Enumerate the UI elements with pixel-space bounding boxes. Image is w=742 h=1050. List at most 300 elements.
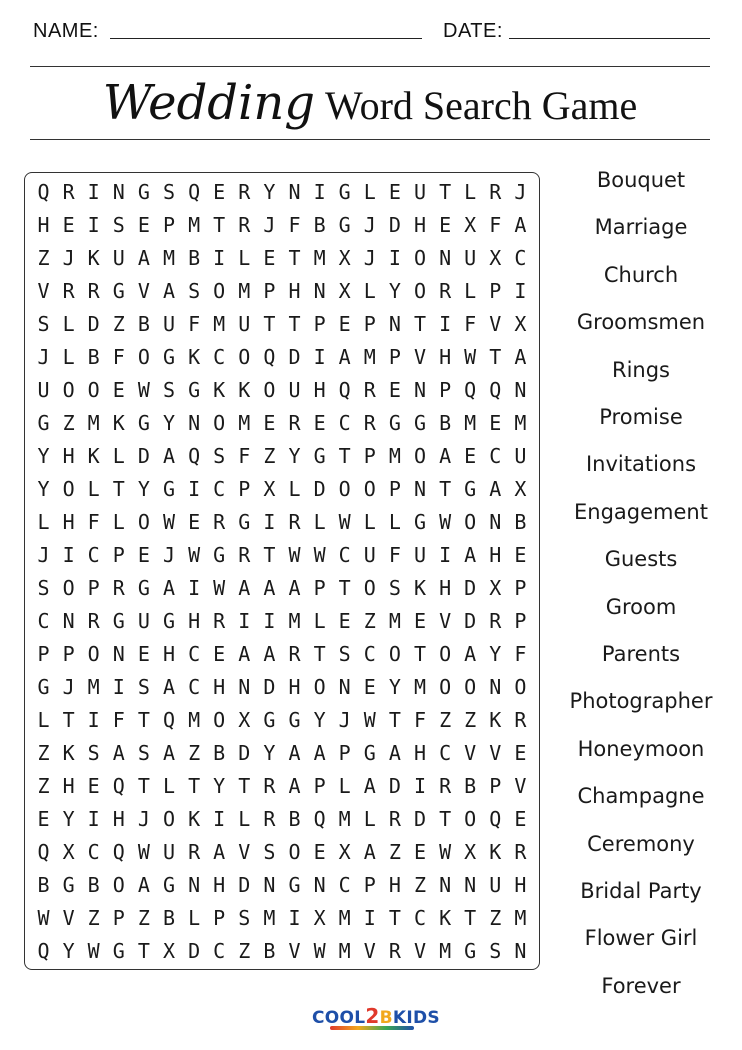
- grid-cell[interactable]: R: [363, 411, 376, 435]
- grid-cell[interactable]: N: [313, 279, 326, 303]
- grid-cell[interactable]: U: [489, 873, 502, 897]
- grid-cell[interactable]: N: [112, 180, 125, 204]
- grid-cell[interactable]: A: [288, 741, 301, 765]
- grid-cell[interactable]: Q: [464, 378, 477, 402]
- grid-cell[interactable]: O: [137, 510, 150, 534]
- grid-cell[interactable]: U: [413, 543, 427, 567]
- grid-cell[interactable]: P: [87, 576, 100, 600]
- grid-cell[interactable]: G: [37, 675, 50, 699]
- grid-cell[interactable]: A: [338, 345, 351, 369]
- grid-cell[interactable]: R: [263, 774, 276, 798]
- grid-cell[interactable]: C: [439, 741, 452, 765]
- grid-cell[interactable]: P: [238, 477, 251, 501]
- grid-cell[interactable]: T: [413, 312, 427, 336]
- grid-cell[interactable]: N: [489, 675, 502, 699]
- grid-cell[interactable]: T: [439, 477, 452, 501]
- grid-cell[interactable]: G: [413, 411, 427, 435]
- grid-cell[interactable]: Y: [263, 180, 276, 204]
- grid-cell[interactable]: X: [489, 576, 502, 600]
- grid-cell[interactable]: A: [162, 675, 176, 699]
- grid-cell[interactable]: R: [213, 609, 226, 633]
- grid-cell[interactable]: G: [464, 939, 477, 963]
- grid-cell[interactable]: F: [514, 642, 527, 666]
- grid-cell[interactable]: B: [162, 906, 176, 930]
- grid-cell[interactable]: I: [263, 510, 276, 534]
- grid-cell[interactable]: E: [188, 510, 201, 534]
- grid-cell[interactable]: P: [213, 906, 226, 930]
- grid-cell[interactable]: L: [188, 906, 201, 930]
- grid-cell[interactable]: N: [288, 180, 301, 204]
- grid-cell[interactable]: X: [238, 708, 251, 732]
- grid-cell[interactable]: L: [313, 609, 326, 633]
- grid-cell[interactable]: O: [162, 807, 176, 831]
- grid-cell[interactable]: H: [439, 576, 452, 600]
- grid-cell[interactable]: X: [338, 246, 351, 270]
- grid-cell[interactable]: H: [413, 741, 427, 765]
- grid-cell[interactable]: K: [489, 840, 502, 864]
- grid-cell[interactable]: N: [388, 312, 401, 336]
- grid-cell[interactable]: P: [62, 642, 75, 666]
- grid-cell[interactable]: L: [363, 807, 376, 831]
- grid-cell[interactable]: Y: [288, 444, 301, 468]
- grid-cell[interactable]: C: [87, 543, 100, 567]
- grid-cell[interactable]: M: [87, 675, 100, 699]
- grid-cell[interactable]: W: [213, 576, 226, 600]
- grid-cell[interactable]: A: [238, 642, 251, 666]
- grid-cell[interactable]: E: [213, 180, 226, 204]
- grid-cell[interactable]: E: [263, 411, 276, 435]
- grid-cell[interactable]: E: [464, 444, 477, 468]
- grid-cell[interactable]: Z: [37, 741, 50, 765]
- grid-cell[interactable]: M: [263, 906, 276, 930]
- grid-cell[interactable]: C: [213, 345, 226, 369]
- grid-cell[interactable]: T: [263, 312, 276, 336]
- grid-cell[interactable]: N: [263, 873, 276, 897]
- grid-cell[interactable]: P: [37, 642, 50, 666]
- grid-cell[interactable]: R: [188, 840, 201, 864]
- grid-cell[interactable]: D: [288, 345, 301, 369]
- grid-cell[interactable]: K: [112, 411, 125, 435]
- grid-cell[interactable]: C: [338, 411, 351, 435]
- grid-cell[interactable]: C: [213, 477, 226, 501]
- grid-cell[interactable]: D: [464, 576, 477, 600]
- grid-cell[interactable]: R: [489, 609, 502, 633]
- grid-cell[interactable]: H: [37, 213, 50, 237]
- grid-cell[interactable]: A: [363, 774, 376, 798]
- date-field-line[interactable]: [509, 38, 710, 39]
- grid-cell[interactable]: D: [188, 939, 201, 963]
- grid-cell[interactable]: E: [37, 807, 50, 831]
- grid-cell[interactable]: Y: [388, 279, 401, 303]
- grid-cell[interactable]: Z: [188, 741, 201, 765]
- grid-cell[interactable]: T: [388, 708, 401, 732]
- grid-cell[interactable]: A: [439, 444, 452, 468]
- grid-cell[interactable]: T: [439, 807, 452, 831]
- grid-cell[interactable]: L: [464, 180, 477, 204]
- grid-cell[interactable]: N: [313, 873, 326, 897]
- grid-cell[interactable]: T: [439, 180, 452, 204]
- grid-cell[interactable]: A: [162, 444, 176, 468]
- grid-cell[interactable]: K: [439, 906, 452, 930]
- grid-cell[interactable]: I: [514, 279, 527, 303]
- grid-cell[interactable]: U: [288, 378, 301, 402]
- grid-cell[interactable]: E: [263, 246, 276, 270]
- grid-cell[interactable]: G: [137, 180, 150, 204]
- grid-cell[interactable]: C: [489, 444, 502, 468]
- grid-cell[interactable]: R: [87, 609, 100, 633]
- grid-cell[interactable]: U: [413, 180, 427, 204]
- grid-cell[interactable]: O: [213, 411, 226, 435]
- grid-cell[interactable]: L: [37, 708, 50, 732]
- grid-cell[interactable]: B: [288, 807, 301, 831]
- grid-cell[interactable]: K: [188, 807, 201, 831]
- grid-cell[interactable]: Q: [188, 180, 201, 204]
- grid-cell[interactable]: T: [112, 477, 125, 501]
- grid-cell[interactable]: M: [514, 906, 527, 930]
- grid-cell[interactable]: F: [87, 510, 100, 534]
- grid-cell[interactable]: I: [263, 609, 276, 633]
- grid-cell[interactable]: L: [363, 180, 376, 204]
- grid-cell[interactable]: B: [439, 411, 452, 435]
- grid-cell[interactable]: F: [388, 543, 401, 567]
- grid-cell[interactable]: T: [62, 708, 75, 732]
- grid-cell[interactable]: T: [413, 642, 427, 666]
- grid-cell[interactable]: G: [137, 576, 150, 600]
- grid-cell[interactable]: R: [439, 774, 452, 798]
- grid-cell[interactable]: Y: [62, 939, 75, 963]
- grid-cell[interactable]: D: [313, 477, 326, 501]
- grid-cell[interactable]: W: [439, 510, 452, 534]
- grid-cell[interactable]: R: [439, 279, 452, 303]
- grid-cell[interactable]: W: [313, 939, 326, 963]
- grid-cell[interactable]: V: [137, 279, 150, 303]
- grid-cell[interactable]: T: [338, 444, 351, 468]
- grid-cell[interactable]: O: [62, 576, 75, 600]
- grid-cell[interactable]: Y: [37, 477, 50, 501]
- grid-cell[interactable]: G: [137, 411, 150, 435]
- grid-cell[interactable]: B: [87, 873, 100, 897]
- grid-cell[interactable]: E: [62, 213, 75, 237]
- grid-cell[interactable]: K: [213, 378, 226, 402]
- grid-cell[interactable]: N: [238, 675, 251, 699]
- grid-cell[interactable]: S: [87, 741, 100, 765]
- grid-cell[interactable]: N: [514, 939, 527, 963]
- grid-cell[interactable]: Y: [62, 807, 75, 831]
- grid-cell[interactable]: X: [464, 213, 477, 237]
- grid-cell[interactable]: Q: [313, 807, 326, 831]
- grid-cell[interactable]: M: [338, 939, 351, 963]
- grid-cell[interactable]: H: [439, 345, 452, 369]
- grid-cell[interactable]: O: [388, 642, 401, 666]
- grid-cell[interactable]: M: [388, 609, 401, 633]
- grid-cell[interactable]: I: [112, 675, 125, 699]
- grid-cell[interactable]: Q: [489, 807, 502, 831]
- grid-cell[interactable]: Y: [388, 675, 401, 699]
- grid-cell[interactable]: T: [213, 213, 226, 237]
- grid-cell[interactable]: W: [137, 378, 150, 402]
- grid-cell[interactable]: P: [514, 576, 527, 600]
- grid-cell[interactable]: H: [62, 444, 75, 468]
- grid-cell[interactable]: Y: [313, 708, 326, 732]
- grid-cell[interactable]: R: [514, 708, 527, 732]
- grid-cell[interactable]: G: [388, 411, 401, 435]
- grid-cell[interactable]: Z: [489, 906, 502, 930]
- grid-cell[interactable]: P: [363, 873, 376, 897]
- grid-cell[interactable]: C: [188, 642, 201, 666]
- grid-cell[interactable]: E: [514, 807, 527, 831]
- grid-cell[interactable]: C: [413, 906, 427, 930]
- grid-cell[interactable]: X: [313, 906, 326, 930]
- grid-cell[interactable]: X: [338, 279, 351, 303]
- grid-cell[interactable]: O: [413, 279, 427, 303]
- grid-cell[interactable]: F: [464, 312, 477, 336]
- grid-cell[interactable]: I: [288, 906, 301, 930]
- grid-cell[interactable]: A: [263, 642, 276, 666]
- grid-cell[interactable]: V: [37, 279, 50, 303]
- grid-cell[interactable]: I: [62, 543, 75, 567]
- grid-cell[interactable]: I: [188, 576, 201, 600]
- grid-cell[interactable]: I: [87, 807, 100, 831]
- grid-cell[interactable]: S: [238, 906, 251, 930]
- grid-cell[interactable]: O: [87, 378, 100, 402]
- grid-cell[interactable]: H: [514, 873, 527, 897]
- grid-cell[interactable]: O: [464, 510, 477, 534]
- grid-cell[interactable]: A: [162, 576, 176, 600]
- grid-cell[interactable]: I: [388, 246, 401, 270]
- grid-cell[interactable]: O: [87, 642, 100, 666]
- grid-cell[interactable]: A: [464, 543, 477, 567]
- grid-cell[interactable]: I: [87, 708, 100, 732]
- grid-cell[interactable]: P: [489, 279, 502, 303]
- grid-cell[interactable]: Z: [388, 840, 401, 864]
- grid-cell[interactable]: B: [87, 345, 100, 369]
- grid-cell[interactable]: N: [439, 246, 452, 270]
- grid-cell[interactable]: E: [413, 840, 427, 864]
- grid-cell[interactable]: O: [137, 345, 150, 369]
- grid-cell[interactable]: W: [313, 543, 326, 567]
- grid-cell[interactable]: L: [62, 345, 75, 369]
- grid-cell[interactable]: B: [37, 873, 50, 897]
- grid-cell[interactable]: A: [489, 477, 502, 501]
- grid-cell[interactable]: Z: [238, 939, 251, 963]
- grid-cell[interactable]: U: [162, 840, 176, 864]
- grid-cell[interactable]: A: [288, 576, 301, 600]
- grid-cell[interactable]: T: [489, 345, 502, 369]
- grid-cell[interactable]: T: [137, 708, 150, 732]
- grid-cell[interactable]: Q: [112, 774, 125, 798]
- grid-cell[interactable]: V: [489, 741, 502, 765]
- grid-cell[interactable]: J: [363, 213, 376, 237]
- grid-cell[interactable]: H: [489, 543, 502, 567]
- grid-cell[interactable]: G: [288, 708, 301, 732]
- grid-cell[interactable]: R: [514, 840, 527, 864]
- grid-cell[interactable]: V: [288, 939, 301, 963]
- grid-cell[interactable]: W: [37, 906, 50, 930]
- grid-cell[interactable]: A: [514, 345, 527, 369]
- grid-cell[interactable]: J: [263, 213, 276, 237]
- grid-cell[interactable]: L: [464, 279, 477, 303]
- grid-cell[interactable]: D: [87, 312, 100, 336]
- grid-cell[interactable]: E: [313, 840, 326, 864]
- grid-cell[interactable]: X: [489, 246, 502, 270]
- grid-cell[interactable]: Z: [62, 411, 75, 435]
- grid-cell[interactable]: H: [188, 609, 201, 633]
- grid-cell[interactable]: N: [338, 675, 351, 699]
- grid-cell[interactable]: N: [439, 873, 452, 897]
- grid-cell[interactable]: L: [87, 477, 100, 501]
- grid-cell[interactable]: R: [62, 180, 75, 204]
- grid-cell[interactable]: O: [338, 477, 351, 501]
- grid-cell[interactable]: J: [363, 246, 376, 270]
- grid-cell[interactable]: J: [514, 180, 527, 204]
- grid-cell[interactable]: Z: [263, 444, 276, 468]
- grid-cell[interactable]: I: [87, 213, 100, 237]
- grid-cell[interactable]: F: [238, 444, 251, 468]
- grid-cell[interactable]: B: [263, 939, 276, 963]
- grid-cell[interactable]: U: [464, 246, 477, 270]
- grid-cell[interactable]: K: [62, 741, 75, 765]
- grid-cell[interactable]: O: [213, 708, 226, 732]
- grid-cell[interactable]: E: [213, 642, 226, 666]
- grid-cell[interactable]: B: [514, 510, 527, 534]
- grid-cell[interactable]: A: [263, 576, 276, 600]
- grid-cell[interactable]: A: [238, 576, 251, 600]
- grid-cell[interactable]: C: [37, 609, 50, 633]
- grid-cell[interactable]: W: [87, 939, 100, 963]
- grid-cell[interactable]: A: [112, 741, 125, 765]
- grid-cell[interactable]: B: [464, 774, 477, 798]
- grid-cell[interactable]: S: [213, 444, 226, 468]
- grid-cell[interactable]: T: [388, 906, 401, 930]
- grid-cell[interactable]: M: [388, 444, 401, 468]
- grid-cell[interactable]: Z: [363, 609, 376, 633]
- grid-cell[interactable]: P: [363, 312, 376, 336]
- grid-cell[interactable]: W: [439, 840, 452, 864]
- grid-cell[interactable]: Q: [263, 345, 276, 369]
- grid-cell[interactable]: G: [162, 609, 176, 633]
- grid-cell[interactable]: G: [238, 510, 251, 534]
- grid-cell[interactable]: K: [489, 708, 502, 732]
- grid-cell[interactable]: X: [263, 477, 276, 501]
- grid-cell[interactable]: Z: [137, 906, 150, 930]
- grid-cell[interactable]: S: [162, 378, 176, 402]
- grid-cell[interactable]: X: [338, 840, 351, 864]
- grid-cell[interactable]: Y: [263, 741, 276, 765]
- grid-cell[interactable]: H: [388, 873, 401, 897]
- grid-cell[interactable]: C: [338, 873, 351, 897]
- grid-cell[interactable]: O: [313, 675, 326, 699]
- grid-cell[interactable]: B: [313, 213, 326, 237]
- grid-cell[interactable]: A: [313, 741, 326, 765]
- grid-cell[interactable]: D: [464, 609, 477, 633]
- grid-cell[interactable]: I: [313, 180, 326, 204]
- grid-cell[interactable]: Z: [37, 774, 50, 798]
- grid-cell[interactable]: A: [137, 246, 150, 270]
- grid-cell[interactable]: S: [162, 180, 176, 204]
- grid-cell[interactable]: L: [238, 246, 251, 270]
- grid-cell[interactable]: S: [37, 312, 50, 336]
- grid-cell[interactable]: N: [112, 642, 125, 666]
- grid-cell[interactable]: S: [338, 642, 351, 666]
- grid-cell[interactable]: N: [188, 411, 201, 435]
- grid-cell[interactable]: P: [112, 543, 125, 567]
- grid-cell[interactable]: G: [338, 213, 351, 237]
- grid-cell[interactable]: O: [238, 345, 251, 369]
- grid-cell[interactable]: J: [62, 246, 75, 270]
- grid-cell[interactable]: T: [288, 312, 301, 336]
- grid-cell[interactable]: I: [439, 312, 452, 336]
- grid-cell[interactable]: V: [439, 609, 452, 633]
- grid-cell[interactable]: E: [87, 774, 100, 798]
- grid-cell[interactable]: A: [514, 213, 527, 237]
- grid-cell[interactable]: O: [112, 873, 125, 897]
- grid-cell[interactable]: E: [137, 213, 150, 237]
- grid-cell[interactable]: T: [188, 774, 201, 798]
- grid-cell[interactable]: H: [288, 279, 301, 303]
- grid-cell[interactable]: O: [514, 675, 527, 699]
- grid-cell[interactable]: X: [62, 840, 75, 864]
- grid-cell[interactable]: H: [213, 873, 226, 897]
- grid-cell[interactable]: R: [263, 807, 276, 831]
- grid-cell[interactable]: A: [213, 840, 226, 864]
- grid-cell[interactable]: S: [137, 675, 150, 699]
- grid-cell[interactable]: S: [112, 213, 125, 237]
- grid-cell[interactable]: J: [162, 543, 176, 567]
- grid-cell[interactable]: D: [263, 675, 276, 699]
- grid-cell[interactable]: O: [62, 378, 75, 402]
- grid-cell[interactable]: M: [213, 312, 226, 336]
- grid-cell[interactable]: L: [363, 279, 376, 303]
- grid-cell[interactable]: P: [363, 444, 376, 468]
- grid-cell[interactable]: U: [37, 378, 50, 402]
- grid-cell[interactable]: E: [514, 543, 527, 567]
- grid-cell[interactable]: X: [162, 939, 176, 963]
- grid-cell[interactable]: K: [238, 378, 251, 402]
- grid-cell[interactable]: O: [363, 576, 376, 600]
- grid-cell[interactable]: B: [188, 246, 201, 270]
- grid-cell[interactable]: E: [413, 609, 427, 633]
- grid-cell[interactable]: O: [439, 642, 452, 666]
- grid-cell[interactable]: X: [514, 477, 527, 501]
- grid-cell[interactable]: V: [489, 312, 502, 336]
- grid-cell[interactable]: I: [188, 477, 201, 501]
- grid-cell[interactable]: M: [413, 675, 427, 699]
- grid-cell[interactable]: C: [338, 543, 351, 567]
- grid-cell[interactable]: Q: [37, 180, 50, 204]
- grid-cell[interactable]: Y: [213, 774, 226, 798]
- grid-cell[interactable]: C: [514, 246, 527, 270]
- grid-cell[interactable]: U: [363, 543, 376, 567]
- grid-cell[interactable]: R: [238, 543, 251, 567]
- grid-cell[interactable]: L: [388, 510, 401, 534]
- grid-cell[interactable]: G: [213, 543, 226, 567]
- grid-cell[interactable]: W: [188, 543, 201, 567]
- grid-cell[interactable]: L: [62, 312, 75, 336]
- grid-cell[interactable]: L: [37, 510, 50, 534]
- grid-cell[interactable]: W: [137, 840, 150, 864]
- grid-cell[interactable]: Y: [37, 444, 50, 468]
- grid-cell[interactable]: E: [388, 378, 401, 402]
- grid-cell[interactable]: H: [313, 378, 326, 402]
- grid-cell[interactable]: W: [162, 510, 176, 534]
- grid-cell[interactable]: I: [238, 609, 251, 633]
- grid-cell[interactable]: A: [162, 279, 176, 303]
- grid-cell[interactable]: P: [514, 609, 527, 633]
- grid-cell[interactable]: M: [188, 213, 201, 237]
- grid-cell[interactable]: A: [363, 840, 376, 864]
- grid-cell[interactable]: L: [363, 510, 376, 534]
- grid-cell[interactable]: R: [288, 411, 301, 435]
